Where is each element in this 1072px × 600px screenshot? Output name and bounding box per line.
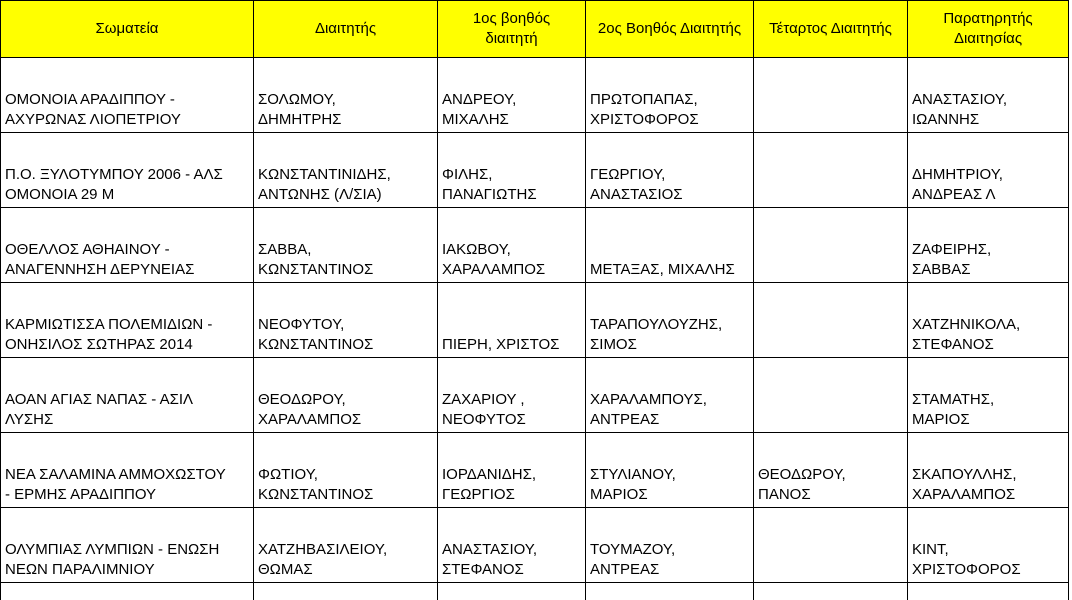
cell-fourth-official[interactable]: [754, 133, 908, 208]
cell-assistant-1[interactable]: ΑΝΔΡΕΟΥ, ΜΙΧΑΛΗΣ: [438, 58, 586, 133]
cell-assistant-2[interactable]: ΜΕΤΑΞΑΣ, ΜΙΧΑΛΗΣ: [586, 208, 754, 283]
cell-referee[interactable]: ΣΟΛΩΜΟΥ, ΔΗΜΗΤΡΗΣ: [254, 58, 438, 133]
cell-clubs[interactable]: ΝΕΑ ΣΑΛΑΜΙΝΑ ΑΜΜΟΧΩΣΤΟΥ - ΕΡΜΗΣ ΑΡΑΔΙΠΠΟΥ: [1, 433, 254, 508]
table-body: [1, 58, 1069, 600]
cell-clubs[interactable]: ΟΛΥΜΠΙΑΣ ΛΥΜΠΙΩΝ - ΕΝΩΣΗ ΝΕΩΝ ΠΑΡΑΛΙΜΝΙΟΥ: [1, 508, 254, 583]
cell-observer[interactable]: ΖΑΦΕΙΡΗΣ, ΣΑΒΒΑΣ: [908, 208, 1069, 283]
table-row: [1, 133, 1069, 208]
cell-assistant-2[interactable]: ΤΟΥΜΑΖΟΥ, ΑΝΤΡΕΑΣ: [586, 508, 754, 583]
table-row: [1, 433, 1069, 508]
empty-cell[interactable]: [754, 583, 908, 600]
header-cell-referee[interactable]: Διαιτητής: [254, 1, 438, 58]
cell-assistant-2[interactable]: ΠΡΩΤΟΠΑΠΑΣ, ΧΡΙΣΤΟΦΟΡΟΣ: [586, 58, 754, 133]
cell-observer[interactable]: ΔΗΜΗΤΡΙΟΥ, ΑΝΔΡΕΑΣ Λ: [908, 133, 1069, 208]
cell-assistant-2[interactable]: ΣΤΥΛΙΑΝΟΥ, ΜΑΡΙΟΣ: [586, 433, 754, 508]
empty-cell[interactable]: [254, 583, 438, 600]
cell-fourth-official[interactable]: [754, 358, 908, 433]
cell-referee[interactable]: ΘΕΟΔΩΡΟΥ, ΧΑΡΑΛΑΜΠΟΣ: [254, 358, 438, 433]
empty-row-partial: [1, 583, 1069, 600]
cell-observer[interactable]: ΑΝΑΣΤΑΣΙΟΥ, ΙΩΑΝΝΗΣ: [908, 58, 1069, 133]
cell-assistant-2[interactable]: ΤΑΡΑΠΟΥΛΟΥΖΗΣ, ΣΙΜΟΣ: [586, 283, 754, 358]
cell-fourth-official[interactable]: ΘΕΟΔΩΡΟΥ, ΠΑΝΟΣ: [754, 433, 908, 508]
header-row: [1, 1, 1069, 58]
header-cell-assistant-2[interactable]: 2ος Βοηθός Διαιτητής: [586, 1, 754, 58]
cell-observer[interactable]: ΧΑΤΖΗΝΙΚΟΛΑ, ΣΤΕΦΑΝΟΣ: [908, 283, 1069, 358]
cell-clubs[interactable]: ΚΑΡΜΙΩΤΙΣΣΑ ΠΟΛΕΜΙΔΙΩΝ - ΟΝΗΣΙΛΟΣ ΣΩΤΗΡΑΣ 2014: [1, 283, 254, 358]
cell-assistant-1[interactable]: ΦΙΛΗΣ, ΠΑΝΑΓΙΩΤΗΣ: [438, 133, 586, 208]
header-cell-fourth-official[interactable]: Τέταρτος Διαιτητής: [754, 1, 908, 58]
cell-referee[interactable]: ΚΩΝΣΤΑΝΤΙΝΙΔΗΣ, ΑΝΤΩΝΗΣ (Λ/ΣΙΑ): [254, 133, 438, 208]
cell-assistant-1[interactable]: ΙΑΚΩΒΟΥ, ΧΑΡΑΛΑΜΠΟΣ: [438, 208, 586, 283]
cell-fourth-official[interactable]: [754, 283, 908, 358]
empty-cell[interactable]: [438, 583, 586, 600]
cell-clubs[interactable]: Π.Ο. ΞΥΛΟΤΥΜΠΟΥ 2006 - ΑΛΣ ΟΜΟΝΟΙΑ 29 Μ: [1, 133, 254, 208]
cell-assistant-2[interactable]: ΓΕΩΡΓΙΟΥ, ΑΝΑΣΤΑΣΙΟΣ: [586, 133, 754, 208]
cell-observer[interactable]: ΣΚΑΠΟΥΛΛΗΣ, ΧΑΡΑΛΑΜΠΟΣ: [908, 433, 1069, 508]
cell-referee[interactable]: ΝΕΟΦΥΤΟΥ, ΚΩΝΣΤΑΝΤΙΝΟΣ: [254, 283, 438, 358]
cell-assistant-1[interactable]: ΑΝΑΣΤΑΣΙΟΥ, ΣΤΕΦΑΝΟΣ: [438, 508, 586, 583]
cell-clubs[interactable]: ΑΟΑΝ ΑΓΙΑΣ ΝΑΠΑΣ - ΑΣΙΛ ΛΥΣΗΣ: [1, 358, 254, 433]
empty-cell[interactable]: [908, 583, 1069, 600]
cell-referee[interactable]: ΦΩΤΙΟΥ, ΚΩΝΣΤΑΝΤΙΝΟΣ: [254, 433, 438, 508]
table-row: [1, 358, 1069, 433]
cell-referee[interactable]: ΧΑΤΖΗΒΑΣΙΛΕΙΟΥ, ΘΩΜΑΣ: [254, 508, 438, 583]
cell-clubs[interactable]: ΟΘΕΛΛΟΣ ΑΘΗΑΙΝΟΥ - ΑΝΑΓΕΝΝΗΣΗ ΔΕΡΥΝΕΙΑΣ: [1, 208, 254, 283]
empty-cell[interactable]: [1, 583, 254, 600]
table-row: [1, 208, 1069, 283]
cell-assistant-1[interactable]: ΖΑΧΑΡΙΟΥ , ΝΕΟΦΥΤΟΣ: [438, 358, 586, 433]
header-cell-clubs[interactable]: Σωματεία: [1, 1, 254, 58]
cell-fourth-official[interactable]: [754, 208, 908, 283]
empty-cell[interactable]: [586, 583, 754, 600]
cell-fourth-official[interactable]: [754, 508, 908, 583]
table-row: [1, 58, 1069, 133]
cell-assistant-2[interactable]: ΧΑΡΑΛΑΜΠΟΥΣ, ΑΝΤΡΕΑΣ: [586, 358, 754, 433]
cell-assistant-1[interactable]: ΙΟΡΔΑΝΙΔΗΣ, ΓΕΩΡΓΙΟΣ: [438, 433, 586, 508]
cell-fourth-official[interactable]: [754, 58, 908, 133]
cell-observer[interactable]: ΣΤΑΜΑΤΗΣ, ΜΑΡΙΟΣ: [908, 358, 1069, 433]
table-row: [1, 283, 1069, 358]
cell-referee[interactable]: ΣΑΒΒΑ, ΚΩΝΣΤΑΝΤΙΝΟΣ: [254, 208, 438, 283]
cell-observer[interactable]: ΚΙΝΤ, ΧΡΙΣΤΟΦΟΡΟΣ: [908, 508, 1069, 583]
cell-assistant-1[interactable]: ΠΙΕΡΗ, ΧΡΙΣΤΟΣ: [438, 283, 586, 358]
header-cell-observer[interactable]: Παρατηρητής Διαιτησίας: [908, 1, 1069, 58]
header-cell-assistant-1[interactable]: 1ος βοηθός διαιτητή: [438, 1, 586, 58]
table-row: [1, 508, 1069, 583]
cell-clubs[interactable]: ΟΜΟΝΟΙΑ ΑΡΑΔΙΠΠΟΥ - ΑΧΥΡΩΝΑΣ ΛΙΟΠΕΤΡΙΟΥ: [1, 58, 254, 133]
